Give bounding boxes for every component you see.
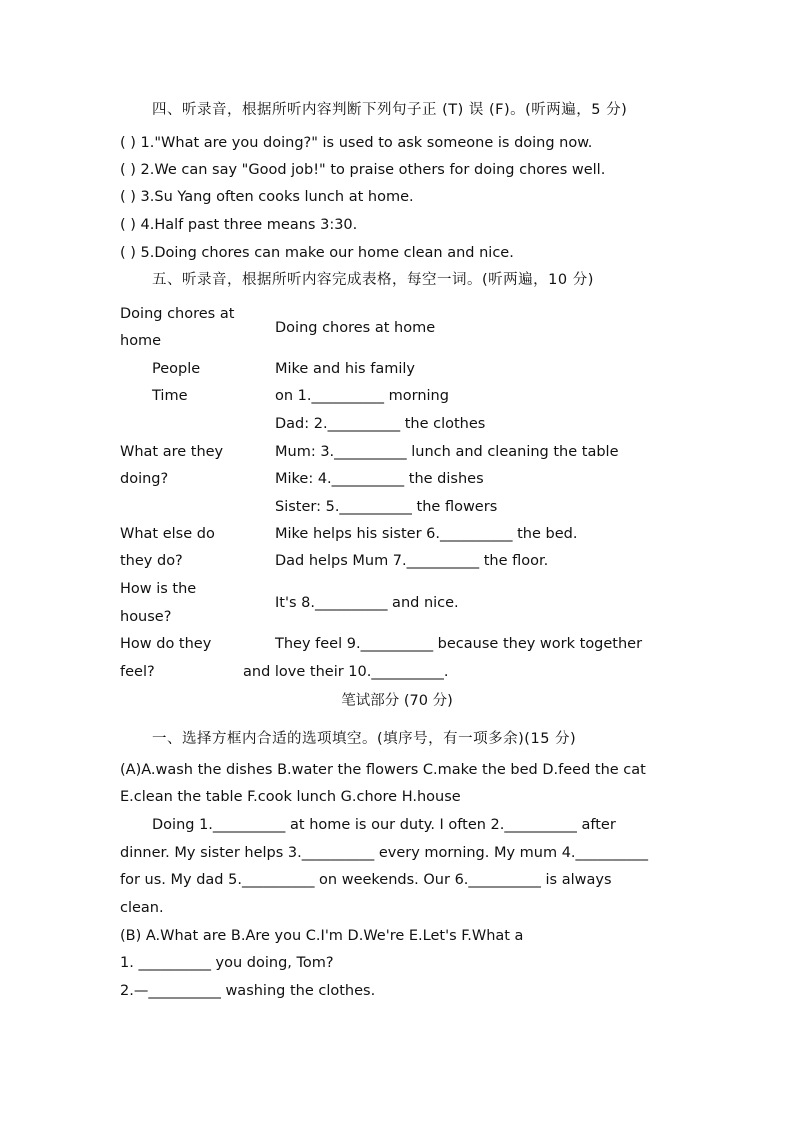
- table-label-house-line1: How is the: [120, 581, 197, 597]
- true-false-item-4: ( ) 4.Half past three means 3:30.: [120, 217, 358, 233]
- table-value-time: on 1.__________ morning: [275, 388, 449, 404]
- table-value-house: It's 8.__________ and nice.: [275, 595, 459, 611]
- table-label-doing-line2: doing?: [120, 471, 169, 487]
- table-header-left-line1: Doing chores at: [120, 306, 235, 322]
- table-value-else-2: Dad helps Mum 7.__________ the floor.: [275, 553, 549, 569]
- true-false-item-3: ( ) 3.Su Yang often cooks lunch at home.: [120, 189, 414, 205]
- passage-line-4: clean.: [120, 900, 164, 916]
- table-value-doing-sister: Sister: 5.__________ the flowers: [275, 499, 498, 515]
- section-heading-listening-5: 五、听录音，根据所听内容完成表格，每空一词。(听两遍，10 分): [152, 272, 594, 288]
- table-header-right: Doing chores at home: [275, 320, 436, 336]
- table-label-house-line2: house?: [120, 609, 172, 625]
- table-label-feel-line2: feel?: [120, 664, 155, 680]
- table-value-feel-line1: They feel 9.__________ because they work together: [275, 636, 643, 652]
- passage-line-2: dinner. My sister helps 3.__________ every morning. My mum 4.__________: [120, 845, 649, 861]
- table-label-else-line2: they do?: [120, 553, 183, 569]
- section-heading-listening-4: 四、听录音，根据所听内容判断下列句子正 (T) 误 (F)。(听两遍，5 分): [152, 102, 628, 118]
- passage-line-3: for us. My dad 5.__________ on weekends. Our 6.__________ is always: [120, 872, 612, 888]
- written-section-title: 笔试部分 (70 分): [341, 693, 453, 709]
- true-false-item-2: ( ) 2.We can say "Good job!" to praise others for doing chores well.: [120, 162, 606, 178]
- true-false-item-1: ( ) 1."What are you doing?" is used to ask someone is doing now.: [120, 135, 593, 151]
- passage-line-1: Doing 1.__________ at home is our duty. I often 2.__________ after: [152, 817, 616, 833]
- table-value-doing-dad: Dad: 2.__________ the clothes: [275, 416, 486, 432]
- table-label-doing-line1: What are they: [120, 444, 224, 460]
- table-label-feel-line1: How do they: [120, 636, 212, 652]
- table-header-left-line2: home: [120, 333, 162, 349]
- table-value-doing-mum: Mum: 3.__________ lunch and cleaning the table: [275, 444, 619, 460]
- fill-item-2: 2.—__________ washing the clothes.: [120, 983, 376, 999]
- table-label-else-line1: What else do: [120, 526, 215, 542]
- options-a-line2: E.clean the table F.cook lunch G.chore H.house: [120, 789, 461, 805]
- table-label-people: People: [152, 361, 201, 377]
- table-value-else-1: Mike helps his sister 6.__________ the bed.: [275, 526, 578, 542]
- true-false-item-5: ( ) 5.Doing chores can make our home clean and nice.: [120, 245, 514, 261]
- options-b: (B) A.What are B.Are you C.I'm D.We're E.Let's F.What a: [120, 928, 524, 944]
- table-value-doing-mike: Mike: 4.__________ the dishes: [275, 471, 484, 487]
- section-heading-written-1: 一、选择方框内合适的选项填空。(填序号，有一项多余)(15 分): [152, 731, 577, 747]
- table-label-time: Time: [152, 388, 188, 404]
- fill-item-1: 1. __________ you doing, Tom?: [120, 955, 334, 971]
- table-value-people: Mike and his family: [275, 361, 415, 377]
- options-a-line1: (A)A.wash the dishes B.water the flowers C.make the bed D.feed the cat: [120, 762, 646, 778]
- table-value-feel-line2: and love their 10.__________.: [243, 664, 449, 680]
